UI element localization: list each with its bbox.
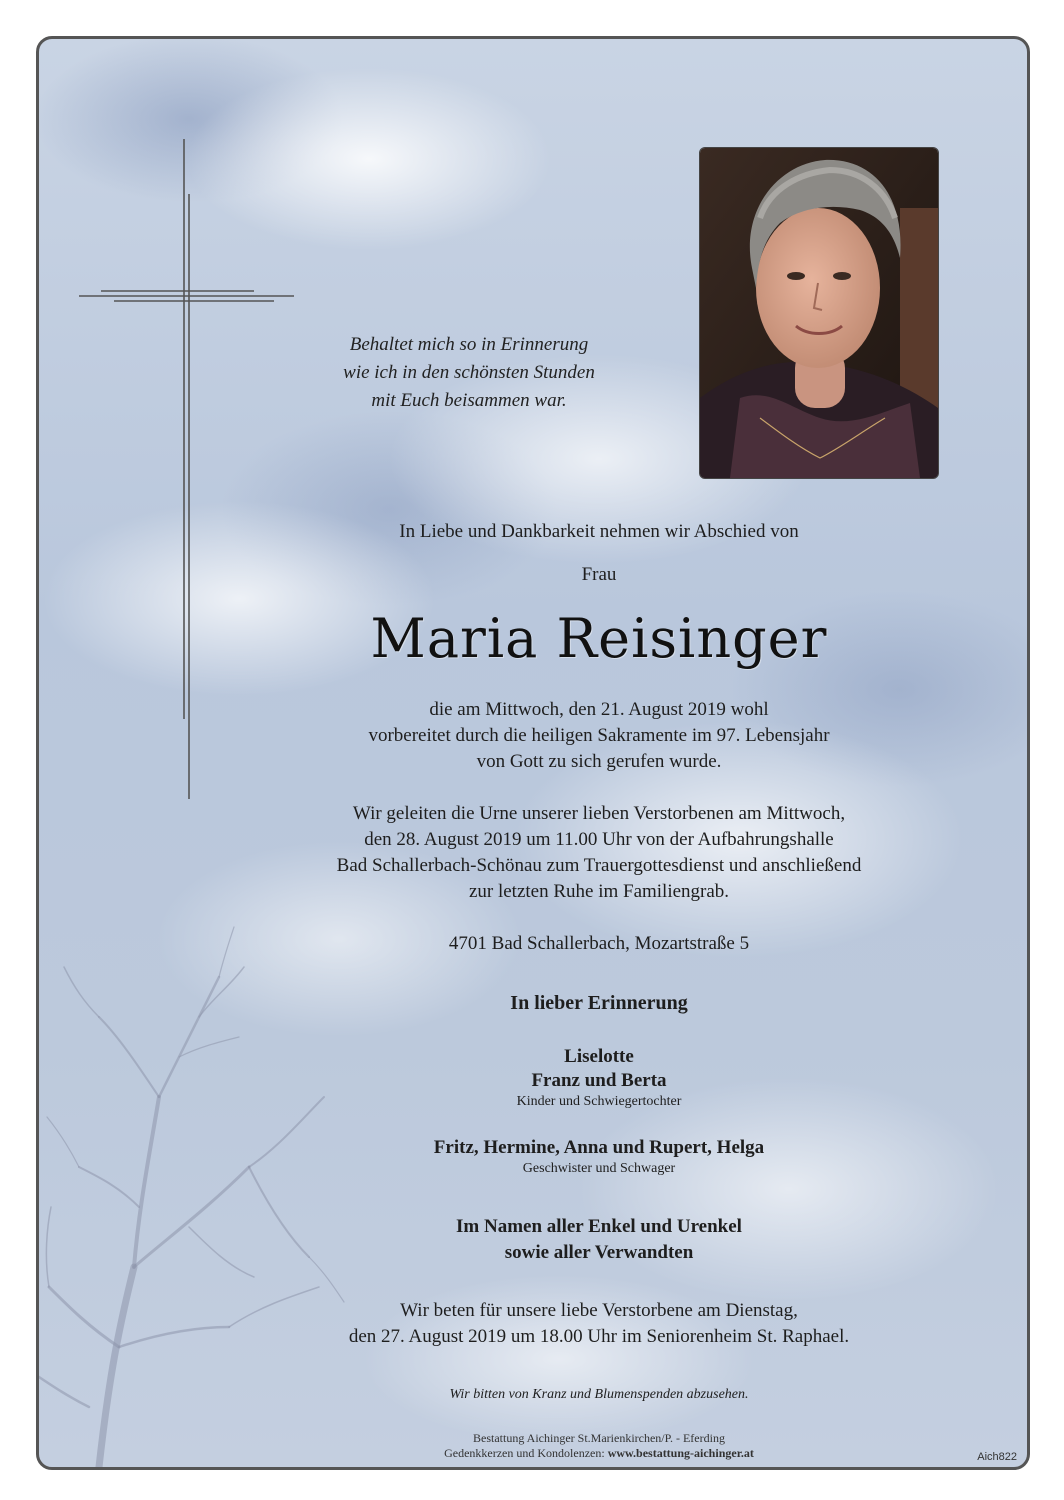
death-notice-line: vorbereitet durch die heiligen Sakramente im 97. Lebensjahr [368,725,830,746]
remembrance-heading: In lieber Erinnerung [510,992,688,1014]
family-name: Fritz, Hermine, Anna und Rupert, Helga [433,1137,765,1158]
obituary-card [36,36,1030,1470]
family-relation: Kinder und Schwiegertochter [516,1094,682,1109]
footer [229,1431,969,1461]
intro-text: In Liebe und Dankbarkeit nehmen wir Abschied von [399,521,799,542]
footer-condolences [229,1446,969,1461]
funeral-line: den 28. August 2019 um 11.00 Uhr von der Aufbahrungshalle [364,829,834,850]
quote-line: wie ich in den schönsten Stunden [343,362,595,383]
death-notice-line: von Gott zu sich gerufen wurde. [476,751,722,772]
portrait-photo [699,147,939,479]
portrait-illustration [700,148,938,478]
prayer-line: den 27. August 2019 um 18.00 Uhr im Seniorenheim St. Raphael. [348,1326,850,1347]
funeral-line: Wir geleiten die Urne unserer lieben Verstorbenen am Mittwoch, [352,803,846,824]
document-code: Aich822 [977,1451,1017,1463]
family-name: Franz und Berta [531,1070,667,1091]
death-notice [229,697,969,775]
family-line: Im Namen aller Enkel und Urenkel [456,1216,742,1237]
footer-condolences-label: Gedenkkerzen und Kondolenzen: [444,1446,605,1460]
flower-request: Wir bitten von Kranz und Blumenspenden abzusehen. [449,1387,749,1402]
family-group-children [229,1045,969,1111]
family-name: Liselotte [564,1046,634,1067]
footer-url-link[interactable]: www.bestattung-aichinger.at [607,1446,754,1460]
family-line: sowie aller Verwandten [504,1242,694,1263]
prayer-line: Wir beten für unsere liebe Verstorbene am Dienstag, [400,1300,798,1321]
family-relation: Geschwister und Schwager [522,1161,676,1176]
funeral-info [229,801,969,905]
family-group-siblings [229,1136,969,1178]
quote-line: Behaltet mich so in Erinnerung [349,334,589,355]
address: 4701 Bad Schallerbach, Mozartstraße 5 [448,933,750,954]
deceased-name: Maria Reisinger [370,607,828,670]
prayer-info [229,1298,969,1350]
funeral-line: Bad Schallerbach-Schönau zum Trauergottesdienst und anschließend [336,855,862,876]
funeral-line: zur letzten Ruhe im Familiengrab. [468,881,730,902]
family-group-relatives [229,1214,969,1266]
title-frau: Frau [581,564,617,585]
death-notice-line: die am Mittwoch, den 21. August 2019 wohl [429,699,769,720]
tree-branches-decoration [39,907,359,1467]
footer-company: Bestattung Aichinger St.Marienkirchen/P. - Eferding [473,1431,725,1445]
quote-line: mit Euch beisammen war. [371,390,567,411]
memorial-quote [309,331,629,415]
